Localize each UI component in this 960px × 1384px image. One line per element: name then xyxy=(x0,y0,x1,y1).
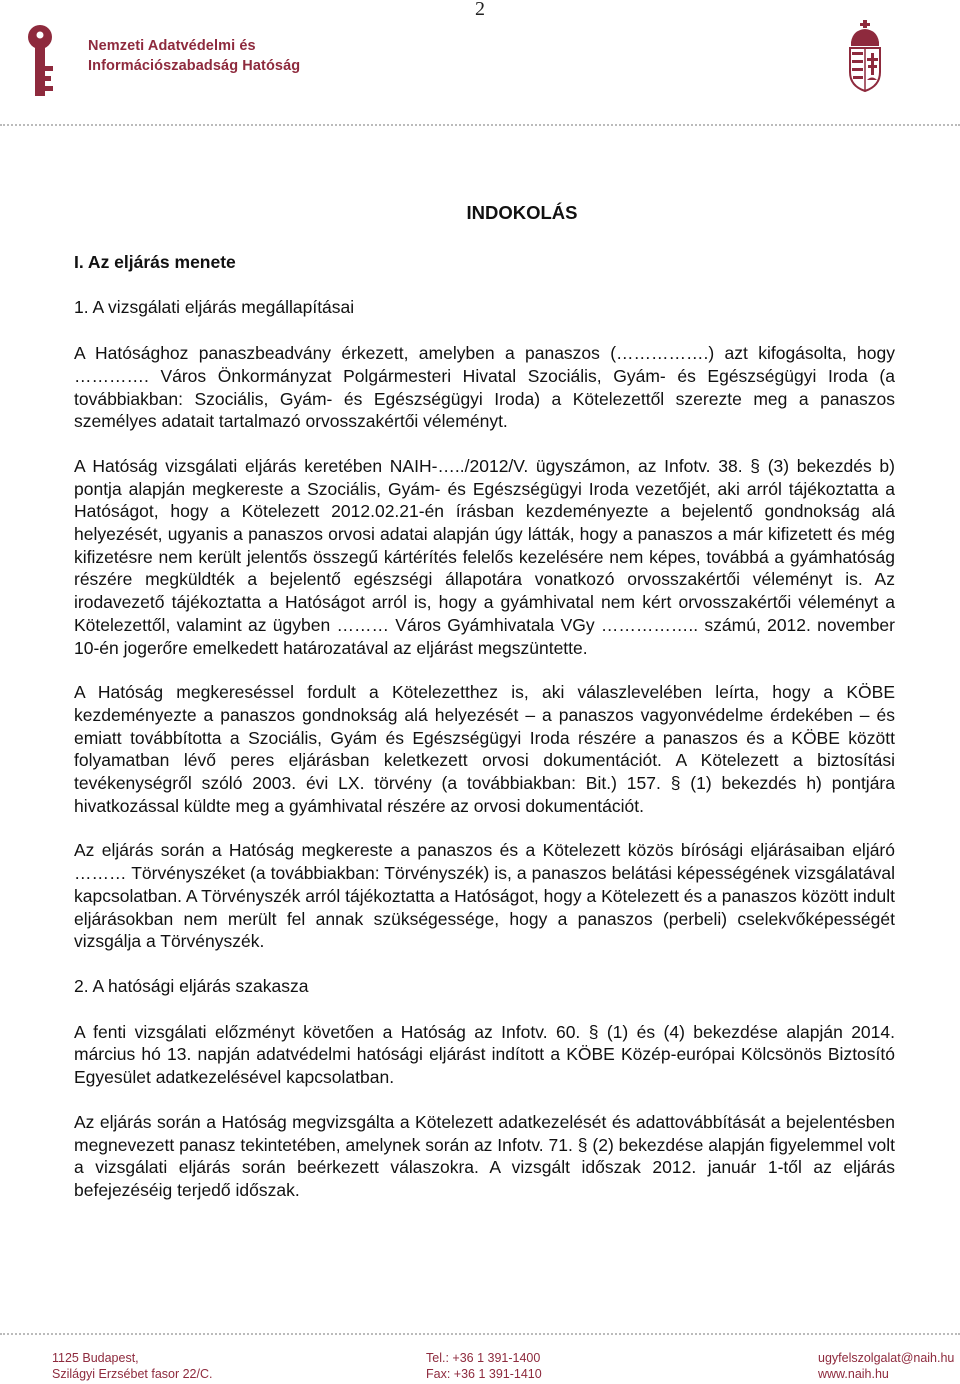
paragraph: A fenti vizsgálati előzményt követően a Hatóság az Infotv. 60. § (1) és (4) bekezdése alapján 2014. március hó 13. napján adatvédelmi hatósági eljárást indított a KÖBE Közép-európai Kölcsönös Biztosító Egyesület adatkezelésével kapcsolatban. xyxy=(74,1021,895,1088)
agency-name-line1: Nemzeti Adatvédelmi és xyxy=(88,38,256,54)
section-heading: I. Az eljárás menete xyxy=(74,251,236,272)
footer-website-link[interactable]: www.naih.hu xyxy=(818,1367,889,1381)
page-number: 2 xyxy=(475,0,485,20)
footer-online-contact xyxy=(818,1350,954,1382)
paragraph: Az eljárás során a Hatóság megkereste a panaszos és a Kötelezett közös bírósági eljárásaiban eljáró ……… Törvényszéket (a továbbiakban: Törvényszék) is, a panaszos belátási képességének vizsgálatával kapcsolatban. A Törvényszék arról tájékoztatta a Hatóságot, hogy a Kötelezett és a panaszos között indult eljárásokban nem merült fel annak szükségessége, hogy a panaszos (perbeli) cselekvőképességét vizsgálja a Törvényszék. xyxy=(74,840,895,952)
footer-fax: Fax: +36 1 391-1410 xyxy=(426,1367,542,1381)
subsection-heading-2: 2. A hatósági eljárás szakasza xyxy=(74,975,309,996)
agency-name-line2: Információszabadság Hatóság xyxy=(88,58,301,74)
footer-divider xyxy=(0,1333,960,1335)
footer-contact-numbers xyxy=(426,1350,542,1382)
footer-tel: Tel.: +36 1 391-1400 xyxy=(426,1351,541,1365)
document-title: INDOKOLÁS xyxy=(466,202,578,223)
footer-address xyxy=(52,1350,213,1382)
document-body xyxy=(74,202,895,1224)
paragraph: A Hatóság vizsgálati eljárás keretében NAIH-…../2012/V. ügyszámon, az Infotv. 38. § (3) bekezdés b) pontja alapján megkereste a Szociális, Gyám- és Egészségügyi Iroda vezetőjét, aki arról tájékoztatta a Hatóságot, hogy a Kötelezett 2012.02.21-én írásban kezdeményezte a bejelentő gondnokság alá helyezését, ugyanis a panaszos orvosi adatai alapján úgy látták, hogy a panaszos a már kifizetett és még kifizetésre nem került jelentős összegű kártérítés felelős kezelésére nem képes, továbbá a gyámhatóság részére megküldték a bejelentő egészségi állapotára vonatkozó orvosszakértői véleményt is. Az irodavezető tájékoztatta a Hatóságot arról is, hogy a gyámhivatal nem kért orvosszakértői véleményt a Kötelezettől, valamint az ügyben ……… Város Gyámhivatala VGy …………….. számú, 2012. november 10-én jogerőre emelkedett határozatával az eljárást megszüntette. xyxy=(74,455,895,658)
agency-name xyxy=(88,36,300,76)
paragraph: A Hatósághoz panaszbeadvány érkezett, amelyben a panaszos (…………….) azt kifogásolta, hogy …………. Város Önkormányzat Polgármesteri Hivatal Szociális, Gyám- és Egészségügyi Iroda (a továbbiakban: Szociális, Gyám- és Egészségügyi Iroda) a Kötelezettől szerezte meg a panaszos személyes adatait tartalmazó orvosszakértői véleményt. xyxy=(74,343,895,432)
agency-logo xyxy=(24,22,324,102)
coat-of-arms-icon xyxy=(845,20,885,92)
footer-address-line2: Szilágyi Erzsébet fasor 22/C. xyxy=(52,1367,213,1381)
key-icon xyxy=(24,22,64,98)
header-divider xyxy=(0,124,960,126)
paragraph: Az eljárás során a Hatóság megvizsgálta a Kötelezett adatkezelését és adattovábbítását a bejelentésben megnevezett panasz tekintetében, amelynek során az Infotv. 71. § (2) bekezdése alapján figyelemmel volt a vizsgálati eljárás során beérkezett válaszokra. A vizsgált időszak 2012. január 1-től az eljárás befejezéséig terjedő időszak. xyxy=(74,1111,895,1200)
footer-email-link[interactable]: ugyfelszolgalat@naih.hu xyxy=(818,1351,955,1365)
subsection-heading-1: 1. A vizsgálati eljárás megállapításai xyxy=(74,297,355,318)
paragraph: A Hatóság megkereséssel fordult a Kötelezetthez is, aki válaszlevelében leírta, hogy a KÖBE kezdeményezte a panaszos gondnokság alá helyezését – a panaszos vagyonvédelme érdekében – és emiatt továbbította a Szociális, Gyám és Egészségügyi Iroda részére a panaszos és a KÖBE között folyamatban lévő peres eljárásban keletkezett orvosi dokumentációt. A Kötelezett a biztosítási tevékenységről szóló 2003. évi LX. törvény (a továbbiakban: Bit.) 157. § (1) bekezdés h) pontjára hivatkozással küldte meg a gyámhivatal részére az orvosi dokumentációt. xyxy=(74,682,895,816)
footer-address-line1: 1125 Budapest, xyxy=(52,1351,139,1365)
